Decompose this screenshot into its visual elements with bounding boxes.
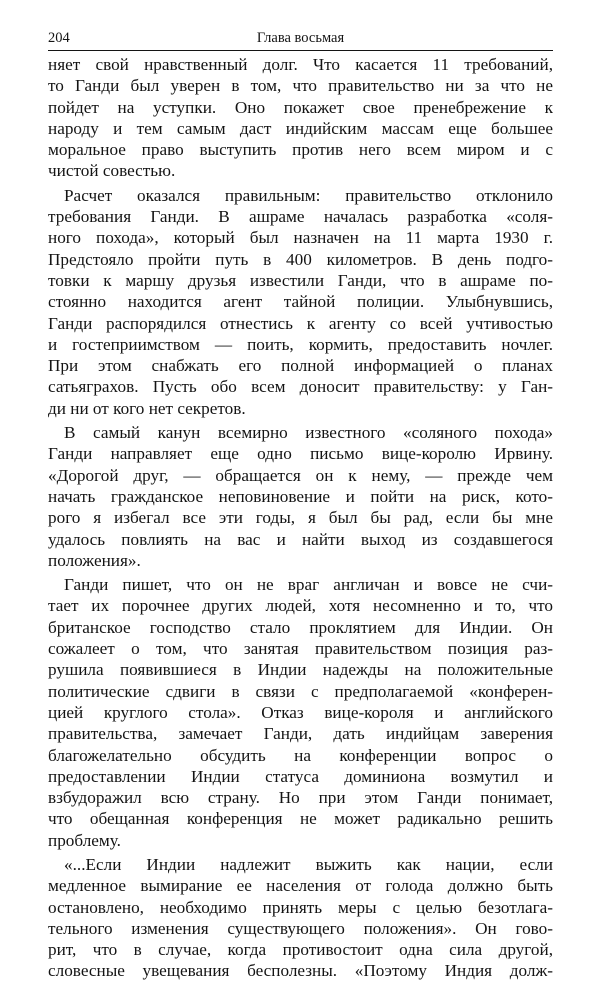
text-line: чистой совестью. bbox=[48, 161, 176, 181]
text-line: благожелательно обсудить на конференции вопрос о bbox=[48, 745, 553, 765]
paragraph bbox=[48, 574, 553, 851]
text-line: При этом снабжать его полной информацией о планах bbox=[48, 356, 553, 376]
text-line: сатьяграхов. Пусть обо всем доносит правительству: у Ган- bbox=[48, 377, 553, 397]
text-line: рушила появившиеся в Индии надежды на положительные bbox=[48, 660, 553, 680]
text-line: товки к маршу друзья известили Ганди, что в ашраме по- bbox=[48, 270, 553, 290]
page-number: 204 bbox=[48, 30, 70, 46]
text-line: пойдет на уступки. Оно покажет свое пренебрежение к bbox=[48, 97, 553, 117]
text-line: то Ганди был уверен в том, что правительство ни за что не bbox=[48, 76, 553, 96]
text-line: тельного изменения существующего положения». Он гово- bbox=[48, 918, 553, 938]
text-line: «Дорогой друг, — обращается он к нему, — прежде чем bbox=[48, 465, 553, 485]
text-line: Ганди направляет еще одно письмо вице-королю Ирвину. bbox=[48, 444, 553, 464]
text-line: народу и тем самым даст индийским массам еще большее bbox=[48, 118, 553, 138]
body-text bbox=[48, 54, 553, 982]
text-line: рого я избегал все эти годы, я был бы рад, если бы мне bbox=[48, 508, 553, 528]
text-line: остановлено, необходимо принять меры с целью безотлага- bbox=[48, 897, 553, 917]
text-line: медленное вымирание ее населения от голода должно быть bbox=[48, 876, 553, 896]
text-line: сожалеет о том, что занятая правительством позиция раз- bbox=[48, 639, 553, 659]
paragraph bbox=[48, 185, 553, 419]
text-line: начать гражданское неповиновение и пойти на риск, кото- bbox=[48, 486, 553, 506]
text-line: предоставлении Индии статуса доминиона возмутил и bbox=[48, 766, 553, 786]
text-line: ди ни от кого нет секретов. bbox=[48, 398, 246, 418]
text-line: Ганди распорядился отнестись к агенту со всей учтивостью bbox=[48, 313, 553, 333]
paragraph bbox=[48, 54, 553, 182]
running-head bbox=[48, 28, 553, 51]
text-line: британское господство стало проклятием для Индии. Он bbox=[48, 617, 553, 637]
text-line: моральное право выступить против него всем миром и с bbox=[48, 140, 553, 160]
text-line: положения». bbox=[48, 550, 141, 570]
text-line: В самый канун всемирно известного «соляного похода» bbox=[64, 423, 553, 443]
text-line: няет свой нравственный долг. Что касается 11 требований, bbox=[48, 55, 553, 74]
text-line: стоянно находится агент тайной полиции. Улыбнувшись, bbox=[48, 292, 553, 312]
text-line: «...Если Индии надлежит выжить как нации, если bbox=[64, 854, 553, 874]
paragraph bbox=[48, 422, 553, 571]
text-line: ного похода», который был назначен на 11 марта 1930 г. bbox=[48, 228, 553, 248]
text-line: словесные увещевания бесполезны. «Поэтому Индия долж- bbox=[48, 961, 553, 981]
text-line: удалось повлиять на вас и найти выход из создавшегося bbox=[48, 529, 553, 549]
text-line: Расчет оказался правильным: правительство отклонило bbox=[64, 185, 553, 205]
text-line: проблему. bbox=[48, 830, 121, 850]
chapter-title: Глава восьмая bbox=[256, 30, 345, 46]
text-line: цией круглого стола». Отказ вице-короля и английского bbox=[48, 702, 553, 722]
text-line: правительства, замечает Ганди, дать индийцам заверения bbox=[48, 724, 553, 744]
text-line: тает их порочнее других людей, хотя несомненно и то, что bbox=[48, 596, 553, 616]
text-line: что обещанная конференция не может радикально решить bbox=[48, 809, 553, 829]
text-line: взбудоражил всю страну. Но при этом Ганди понимает, bbox=[48, 788, 553, 808]
text-line: рит, что в случае, когда противостоит одна сила другой, bbox=[48, 940, 553, 960]
paragraph bbox=[48, 854, 553, 982]
text-line: Предстояло пройти путь в 400 километров. В день подго- bbox=[48, 249, 553, 269]
text-line: и гостеприимством — поить, кормить, предоставить ночлег. bbox=[48, 334, 553, 354]
text-line: политические сдвиги в связи с предполагаемой «конферен- bbox=[48, 681, 553, 701]
book-page bbox=[48, 28, 553, 982]
text-line: требования Ганди. В ашраме началась разработка «соля- bbox=[48, 207, 553, 227]
text-line: Ганди пишет, что он не враг англичан и вовсе не счи- bbox=[64, 575, 553, 595]
